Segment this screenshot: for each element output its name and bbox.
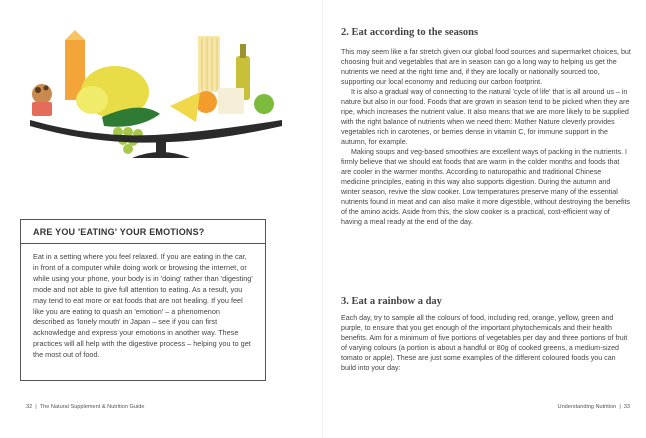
- section-body-rainbow: [341, 313, 631, 373]
- book-title: The Natural Supplement & Nutrition Guide: [39, 404, 145, 410]
- juice-carton-top-icon: [65, 30, 85, 40]
- food-pile-right: [170, 36, 274, 122]
- section-heading-rainbow: 3. Eat a rainbow a day: [341, 296, 442, 307]
- footer-left: [26, 404, 144, 410]
- paragraph: This may seem like a far stretch given our global food sources and supermarket choices, but choosing fruit and vegetables that are in season can go a long way to helping us get the nutrients we need at the right time and, if they are locally or nationally sourced too, supporting our local economy and reducing our carbon footprint.: [341, 48, 631, 86]
- footer-separator: |: [619, 404, 621, 410]
- cheese-block-icon: [218, 88, 244, 114]
- emotions-boxout: [20, 219, 266, 381]
- apple-icon: [254, 94, 274, 114]
- paragraph: Making soups and veg-based smoothies are excellent ways of packing in the nutrients. I firmly believe that we should eat foods that are warm in the colder months and foods that are cooler in the warmer months. According to naturopathic and traditional Chinese medicine principles, eating in this way also supports digestion. During the autumn and winter season, revive the slow cooker. Low temperatures preserve many of the essential nutrients found in meat and can also make it more digestible, without destroying the benefits of the amino acids. Aside from this, the slow cooker is a practical, cost-efficient way of having a meal ready at the end of the day.: [341, 148, 631, 226]
- cup-icon: [32, 102, 52, 116]
- muffin-icon: [32, 84, 52, 104]
- page-number: 32: [26, 404, 33, 410]
- section-heading-seasons: 2. Eat according to the seasons: [341, 27, 479, 38]
- paragraph: It is also a gradual way of connecting to the natural 'cycle of life' that is all around us – in nature but also in our food. Foods that are grown in season tend to be picked when they are ripe, which increases the nutrient value. It also means that we are more likely to be supplied with the right balance of nutrients when we need them: Mother Nature cleverly provides vegetables rich in carotenes, or berries dense in vitamin C, for immune support in the autumn, for example.: [341, 88, 630, 146]
- boxout-body: Eat in a setting where you feel relaxed. If you are eating in the car, in front of a computer while doing work or browsing the internet, or while using your phone, your body is in 'doing' rather than 'digesting' mode and not able to give full attention to eating. As a result, you may tend to eat more or eat foods that are not healing. If you feel like you are eating to quash an 'emotion' – a phenomenon described as 'lonely mouth' in Japan – see if you can first acknowledge and express your emotions in another way. These practices will all help with the digestive process – helping you to get the most out of food.: [33, 252, 253, 360]
- balance-scale-food-illustration: [20, 22, 300, 172]
- section-title: Understanding Nutrition: [557, 404, 617, 410]
- footer-separator: |: [35, 404, 37, 410]
- lemon-icon: [76, 86, 108, 114]
- footer-right: [558, 404, 630, 410]
- right-page: [323, 0, 646, 438]
- page-number: 33: [623, 404, 630, 410]
- boxout-title: ARE YOU 'EATING' YOUR EMOTIONS?: [21, 220, 265, 244]
- paragraph: Each day, try to sample all the colours of food, including red, orange, yellow, green and purple, to ensure that you get enough of the important phytochemicals and their health benefits. Aim for a minimum of five portions of vegetables per day and three portions of fruit of varying colours (a portion is about a handful or 80g of cooked greens, a medium-sized tomato or apple). These are just some examples of the different coloured foods you can build into your day:: [341, 314, 628, 372]
- cheese-wedge-icon: [170, 92, 200, 122]
- section-body-seasons: [341, 47, 631, 227]
- scale-base-icon: [132, 152, 190, 158]
